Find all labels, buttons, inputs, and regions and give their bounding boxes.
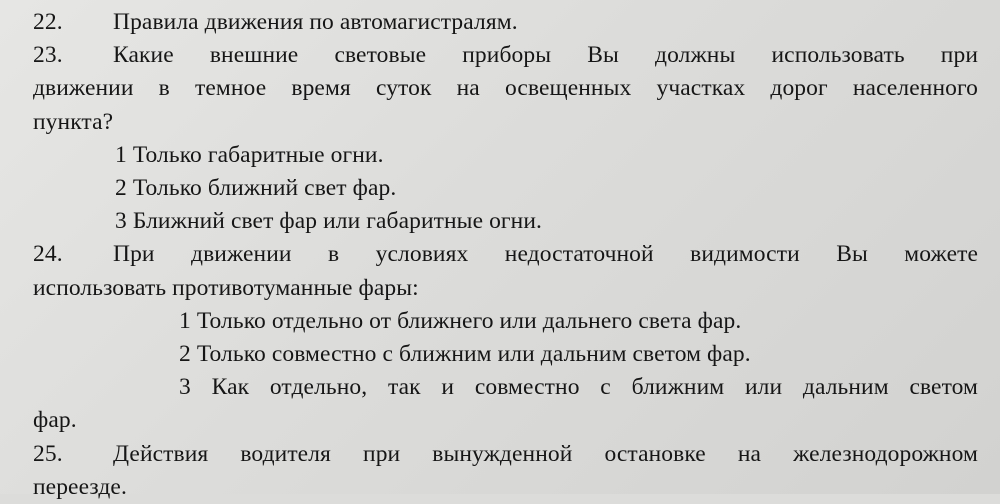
question-text: Правила движения по автомагистралям. [113, 9, 518, 35]
document-page [33, 6, 978, 504]
question-text-line-1: Какие внешние световые приборы Вы должны использовать при [113, 42, 978, 69]
answer-option-continuation: фар. [33, 407, 77, 434]
question-number: 25. [33, 440, 63, 467]
question-24 [33, 238, 978, 271]
question-text-line-1: Действия водителя при вынужденной остановке на железнодорожном [113, 440, 978, 467]
answer-option: 2 Только ближний свет фар. [115, 175, 397, 202]
question-25 [33, 438, 978, 471]
question-text-line-2: использовать противотуманные фары: [33, 274, 419, 301]
question-number: 22. [33, 9, 63, 35]
answer-option: 2 Только совместно с ближним или дальним светом фар. [179, 341, 751, 368]
answer-option: 3 Ближний свет фар или габаритные огни. [115, 208, 542, 235]
question-text-line-3: пункта? [33, 108, 114, 135]
question-22 [33, 6, 978, 39]
question-text-line-1: При движении в условиях недостаточной видимости Вы можете [113, 241, 978, 268]
question-23 [33, 39, 978, 72]
answer-option: 1 Только отдельно от ближнего или дальнего света фар. [179, 307, 742, 334]
question-number: 23. [33, 42, 63, 69]
answer-option: 3 Как отдельно, так и совместно с ближним или дальним светом [179, 374, 978, 401]
question-number: 24. [33, 241, 63, 268]
question-text-line-2: движении в темное время суток на освещенных участках дорог населенного [33, 75, 978, 102]
answer-option: 1 Только габаритные огни. [115, 141, 384, 168]
question-text-line-2: переезде. [33, 473, 127, 500]
